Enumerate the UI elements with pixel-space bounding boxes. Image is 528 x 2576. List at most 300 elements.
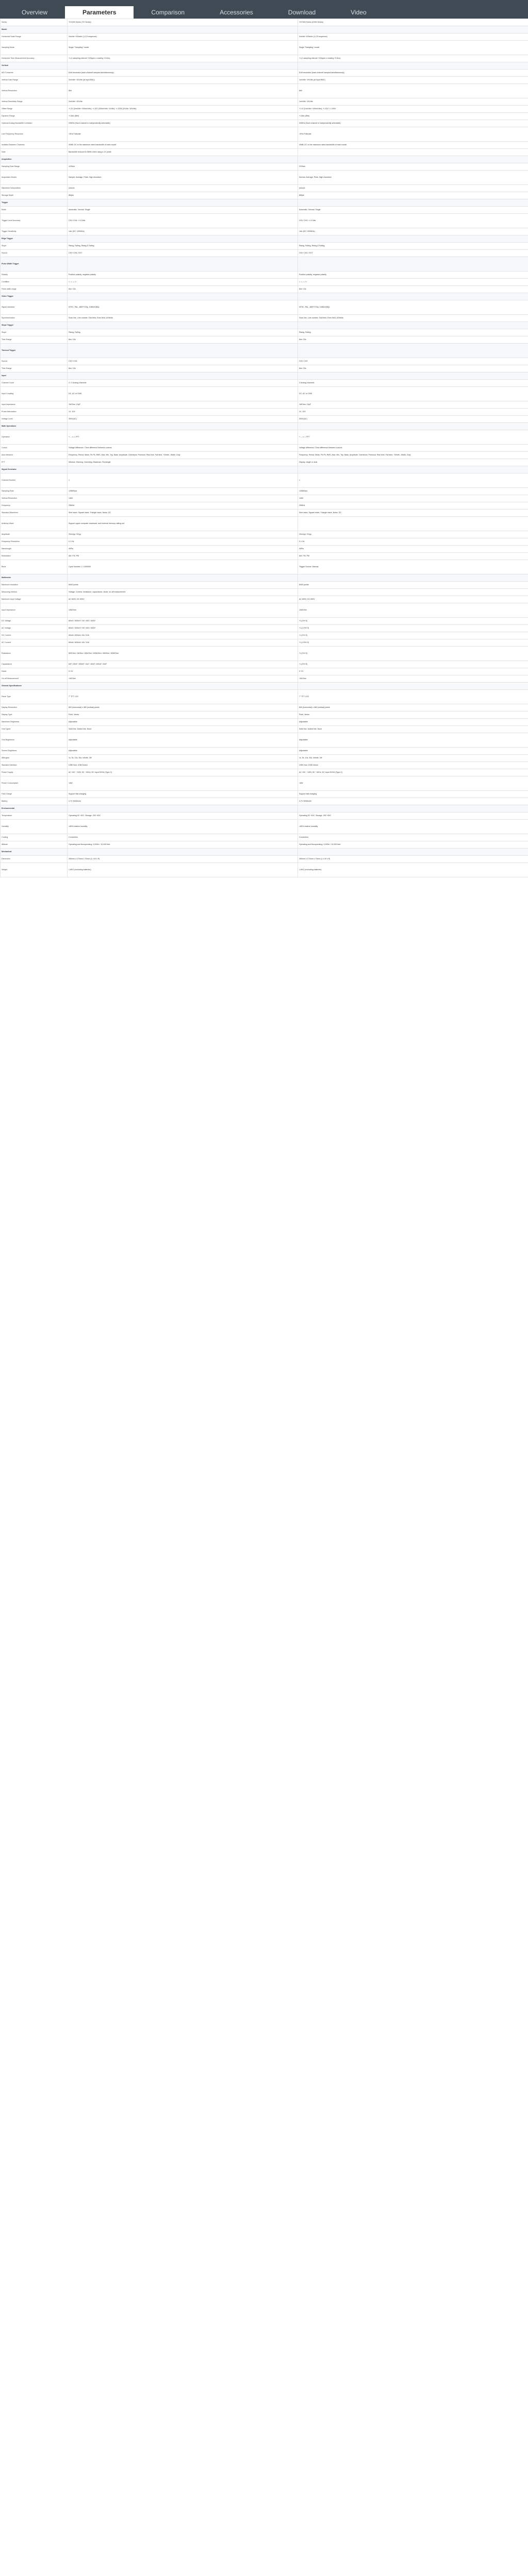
- table-row: [1, 329, 528, 336]
- param-value-cell: 125MSa/s: [68, 488, 298, 495]
- param-label-cell: Signal standard: [1, 300, 68, 315]
- param-label-cell: Capacitance: [1, 661, 68, 668]
- param-value-cell: DC, AC or GND: [68, 387, 298, 401]
- table-row: [1, 618, 528, 625]
- param-value-cell: +/-(1%+3): [298, 647, 528, 661]
- table-row: [1, 466, 528, 473]
- param-value-cell: Point, Vector: [298, 711, 528, 719]
- param-label-cell: Cursor: [1, 445, 68, 452]
- param-value-cell: [298, 683, 528, 690]
- param-value-cell: +/-(1%+3): [298, 632, 528, 639]
- param-label-cell: Vertical: [1, 62, 68, 70]
- param-value-cell: Rising, Falling, Rising & Falling: [68, 243, 298, 250]
- param-value-cell: 1X, 10X: [68, 409, 298, 416]
- table-row: [1, 755, 528, 762]
- table-row: [1, 423, 528, 430]
- param-label-cell: Horizontal Scale Range: [1, 33, 68, 41]
- param-value-cell: 7" TFT LCD: [68, 690, 298, 704]
- param-value-cell: 1.6KG (excluding batteries): [298, 863, 528, 877]
- table-row: [1, 841, 528, 849]
- table-row: [1, 726, 528, 733]
- param-label-cell: Grid Brightness: [1, 733, 68, 748]
- table-row: [1, 704, 528, 711]
- table-row: [1, 452, 528, 459]
- param-value-cell: 125MSa/s: [298, 488, 528, 495]
- table-row: [1, 647, 528, 661]
- param-value-cell: 60mA / 600mA / 6A / 10A: [68, 632, 298, 639]
- table-row: [1, 365, 528, 372]
- param-value-cell: 14bit: [68, 495, 298, 502]
- param-value-cell: Operating 0C~40C; Storage -20C~60C: [298, 812, 528, 820]
- param-value-cell: 8ns~10s: [298, 336, 528, 344]
- param-label-cell: Storage Depth: [1, 192, 68, 199]
- param-value-cell: [298, 257, 528, 272]
- param-value-cell: 300V(AC): [68, 416, 298, 423]
- param-label-cell: DC Voltage: [1, 618, 68, 625]
- param-value-cell: 4kPts: [68, 546, 298, 553]
- param-value-cell: Support upper computer download, and external memory calling out: [68, 517, 298, 531]
- param-value-cell: 1s, 5s, 10s, 30s, Infinite, Off: [298, 755, 528, 762]
- param-label-cell: Arbitrary Wave: [1, 517, 68, 531]
- param-value-cell: Adjustable: [68, 719, 298, 726]
- param-label-cell: Vertical Gain Range: [1, 77, 68, 84]
- table-row: [1, 279, 528, 286]
- param-value-cell: USB Host, USB Device: [298, 762, 528, 769]
- param-value-cell: 0~2V: [298, 668, 528, 675]
- table-row: [1, 409, 528, 416]
- param-label-cell: Acquisition: [1, 156, 68, 163]
- param-label-cell: Acquisition Modes: [1, 171, 68, 185]
- param-value-cell: Positive polarity, negative polarity: [68, 272, 298, 279]
- param-value-cell: [68, 235, 298, 243]
- param-label-cell: Input Impedance: [1, 603, 68, 618]
- param-value-cell: 1div (DC~100MHz): [68, 228, 298, 235]
- param-label-cell: Resistance: [1, 647, 68, 661]
- param-value-cell: [298, 589, 528, 596]
- tab-download[interactable]: Download: [288, 8, 316, 16]
- param-label-cell: Trigger: [1, 199, 68, 207]
- table-row: [1, 322, 528, 329]
- param-value-cell: AM, FM, PM: [298, 553, 528, 560]
- param-value-cell: 600Ohm / 6kOhm / 60kOhm / 600kOhm / 6MOhm / 60MOhm: [68, 647, 298, 661]
- param-value-cell: [298, 293, 528, 300]
- param-label-cell: Environmental: [1, 805, 68, 812]
- param-value-cell: [298, 26, 528, 33]
- param-value-cell: 8Mpts: [298, 192, 528, 199]
- param-value-cell: [68, 805, 298, 812]
- param-label-cell: Wavelength: [1, 546, 68, 553]
- param-value-cell: 1s, 5s, 10s, 30s, Infinite, Off: [68, 755, 298, 762]
- param-label-cell: Display Type: [1, 711, 68, 719]
- table-row: [1, 762, 528, 769]
- param-value-cell: 2mV/div~10V/div: [68, 98, 298, 106]
- param-value-cell: 8ns~10s: [68, 286, 298, 293]
- param-value-cell: Adjustable: [298, 733, 528, 748]
- param-value-cell: 2ns/div~100s/div (1,2,5 sequence): [298, 33, 528, 41]
- param-label-cell: Synchronization: [1, 315, 68, 322]
- param-value-cell: AC 600V, DC 600V: [68, 596, 298, 603]
- param-label-cell: Frequency: [1, 502, 68, 510]
- table-row: [1, 315, 528, 322]
- param-value-cell: Positive polarity, negative polarity: [298, 272, 528, 279]
- table-row: [1, 589, 528, 596]
- param-value-cell: 2GSa/s: [298, 163, 528, 171]
- param-value-cell: 20MHz (Each channel is independently selectable): [298, 120, 528, 127]
- param-value-cell: 20mVpp~5Vpp: [68, 531, 298, 538]
- tab-video[interactable]: Video: [351, 8, 367, 16]
- param-label-cell: Sampling Rate: [1, 488, 68, 495]
- param-label-cell: Edge Trigger: [1, 235, 68, 243]
- table-row: [1, 127, 528, 142]
- table-row: [1, 192, 528, 199]
- param-label-cell: Slope Trigger: [1, 322, 68, 329]
- param-label-cell: Waveform Brightness: [1, 719, 68, 726]
- param-value-cell: NTSC, PAL, 480P/720p, 1080i/1080p: [68, 300, 298, 315]
- param-label-cell: Mechanical: [1, 849, 68, 856]
- param-value-cell: 8-bit resolution (each channel sampled simultaneously): [68, 70, 298, 77]
- param-value-cell: 10MOhm: [68, 603, 298, 618]
- table-row: [1, 41, 528, 55]
- param-label-cell: Fast Charge: [1, 791, 68, 798]
- param-value-cell: [298, 344, 528, 358]
- table-row: [1, 199, 528, 207]
- param-label-cell: On-off Measurement: [1, 675, 68, 683]
- param-value-cell: Bandwidth reduced to 6MHz when using a 1X probe: [68, 149, 298, 156]
- table-row: [1, 769, 528, 776]
- table-row: [1, 98, 528, 106]
- param-label-cell: Model: [1, 26, 68, 33]
- table-row: [1, 26, 528, 33]
- tab-accessories[interactable]: Accessories: [220, 8, 253, 16]
- param-value-cell: 1MOhm, 15pF: [298, 401, 528, 409]
- param-value-cell: +, -, x, /, FFT: [298, 430, 528, 445]
- table-row: [1, 812, 528, 820]
- table-row: [1, 70, 528, 77]
- param-value-cell: [298, 62, 528, 70]
- param-label-cell: A/D Converter: [1, 70, 68, 77]
- param-value-cell: 25MHz: [298, 502, 528, 510]
- table-row: [1, 62, 528, 70]
- table-row: [1, 33, 528, 41]
- param-label-cell: Standard Interface: [1, 762, 68, 769]
- table-row: [1, 546, 528, 553]
- param-value-cell: [68, 466, 298, 473]
- param-label-cell: Weight: [1, 863, 68, 877]
- param-label-cell: Panel Type: [1, 690, 68, 704]
- table-row: [1, 55, 528, 62]
- param-value-cell: +/-5div (8bit): [68, 113, 298, 120]
- param-label-cell: Pulse width range: [1, 286, 68, 293]
- param-value-cell: <50Ohm: [298, 675, 528, 683]
- param-label-cell: AC Voltage: [1, 625, 68, 632]
- param-label-cell: DC Current: [1, 632, 68, 639]
- param-value-cell: [298, 466, 528, 473]
- param-label-cell: FFT: [1, 459, 68, 466]
- table-row: [1, 401, 528, 409]
- param-value-cell: [68, 574, 298, 582]
- table-row: [1, 488, 528, 495]
- param-value-cell: <85% relative humidity: [68, 820, 298, 834]
- table-row: [1, 553, 528, 560]
- table-row: [1, 690, 528, 704]
- param-label-cell: Cooling: [1, 834, 68, 841]
- table-row: [1, 661, 528, 668]
- table-row: [1, 235, 528, 243]
- param-value-cell: Single "Sampling" model: [68, 41, 298, 55]
- table-row: [1, 430, 528, 445]
- table-row: [1, 149, 528, 156]
- param-value-cell: Convection: [68, 834, 298, 841]
- param-value-cell: Automatic, Normal, Single: [298, 207, 528, 214]
- param-label-cell: Measuring method: [1, 589, 68, 596]
- param-value-cell: Solid line, Dotted line, None: [298, 726, 528, 733]
- param-value-cell: [68, 322, 298, 329]
- param-value-cell: [68, 257, 298, 272]
- param-label-cell: Timeout Trigger: [1, 344, 68, 358]
- param-label-cell: Trigger Sensitivity: [1, 228, 68, 235]
- param-value-cell: Point, Vector: [68, 711, 298, 719]
- param-label-cell: Battery: [1, 798, 68, 805]
- param-value-cell: +/-5div (8bit): [298, 113, 528, 120]
- table-row: [1, 776, 528, 791]
- param-value-cell: Rising, Falling, Rising & Falling: [298, 243, 528, 250]
- param-value-cell: Normal, Average, Peak, High resolution: [298, 171, 528, 185]
- table-row: [1, 77, 528, 84]
- tab-overview[interactable]: Overview: [22, 8, 48, 16]
- param-label-cell: Horizontal Time Measurement Accuracy: [1, 55, 68, 62]
- table-row: [1, 113, 528, 120]
- param-value-cell: [68, 683, 298, 690]
- param-value-cell: Operating and Nonoperating: 3,000m / 10,000 feet: [68, 841, 298, 849]
- param-label-cell: Sampling Mode: [1, 41, 68, 55]
- param-value-cell: CH1~CH2 / EXT: [298, 250, 528, 257]
- table-row: [1, 272, 528, 279]
- param-label-cell: Multimeter: [1, 574, 68, 582]
- param-value-cell: 300V(AC): [298, 416, 528, 423]
- table-row: [1, 106, 528, 113]
- param-value-cell: Support fast charging: [68, 791, 298, 798]
- param-label-cell: Video Trigger: [1, 293, 68, 300]
- table-row: [1, 639, 528, 647]
- param-value-cell: 260mm x 170mm x 70mm (L x W x H): [298, 856, 528, 863]
- param-value-cell: CH1~CH4 / EXT: [68, 250, 298, 257]
- param-label-cell: Pulse Width Trigger: [1, 257, 68, 272]
- param-label-cell: Maximum resolution: [1, 582, 68, 589]
- param-value-cell: Window: Hanning, Hamming, Blackman, Rectangle: [68, 459, 298, 466]
- param-value-cell: >, <, =, !=: [298, 279, 528, 286]
- param-value-cell: Scan line, Line number, Odd field, Even field, All fields: [68, 315, 298, 322]
- param-value-cell: 4kPts: [298, 546, 528, 553]
- param-value-cell: NTSC, PAL, 480P/720p, 1080i/1080p: [298, 300, 528, 315]
- param-label-cell: Burst: [1, 560, 68, 574]
- param-value-cell: [298, 423, 528, 430]
- param-value-cell: +/-(1%+3): [298, 618, 528, 625]
- param-label-cell: Math Operations: [1, 423, 68, 430]
- param-value-cell: Voltage difference / Time difference between cursors: [298, 445, 528, 452]
- param-value-cell: 3.7V 3000mAh: [298, 798, 528, 805]
- table-row: [1, 495, 528, 502]
- param-value-cell: 8ns~10s: [298, 365, 528, 372]
- param-value-cell: 0.1 Hz: [68, 538, 298, 546]
- param-label-cell: Channel Number: [1, 473, 68, 488]
- param-value-cell: +/-1V (1mV/div~100mV/div); +/-10V; +/-100V: [298, 106, 528, 113]
- param-value-cell: [298, 149, 528, 156]
- param-value-cell: Single "Sampling" model: [298, 41, 528, 55]
- table-row: [1, 560, 528, 574]
- param-value-cell: +/-(1 sampling interval +100ppm x reading +0.6ns): [298, 55, 528, 62]
- param-label-cell: Afterglow: [1, 755, 68, 762]
- table-row: [1, 625, 528, 632]
- table-row: [1, 416, 528, 423]
- param-value-cell: 0.1 Hz: [298, 538, 528, 546]
- param-value-cell: [298, 849, 528, 856]
- table-row: [1, 228, 528, 235]
- table-row: [1, 257, 528, 272]
- param-value-cell: Display: single or dual: [298, 459, 528, 466]
- table-row: [1, 250, 528, 257]
- parameters-table: [0, 19, 528, 877]
- param-value-cell: 1div (DC~200MHz): [298, 228, 528, 235]
- param-value-cell: TO1000 Series (TO Series): [68, 19, 298, 26]
- param-label-cell: Probe Attenuation: [1, 409, 68, 416]
- param-value-cell: Sine wave, Square wave, Triangle wave, Noise, DC: [68, 510, 298, 517]
- param-value-cell: +/-(1.2%+3): [298, 625, 528, 632]
- param-value-cell: Operating 0C~40C; Storage -20C~60C: [68, 812, 298, 820]
- table-row: [1, 163, 528, 171]
- param-label-cell: Temperature: [1, 812, 68, 820]
- param-label-cell: Frequency Resolution: [1, 538, 68, 546]
- table-row: [1, 863, 528, 877]
- param-value-cell: 1: [298, 473, 528, 488]
- table-row: [1, 243, 528, 250]
- param-label-cell: Power Supply: [1, 769, 68, 776]
- param-value-cell: Sine wave, Square wave, Triangle wave, Noise, DC: [298, 510, 528, 517]
- spec-sheet: [0, 19, 528, 2576]
- param-value-cell: 2 Analog channels: [298, 380, 528, 387]
- param-label-cell: Slope: [1, 243, 68, 250]
- param-value-cell: CH1~CH2: +/-0.3div: [298, 214, 528, 228]
- param-value-cell: Sample, Average, Peak, High resolution: [68, 171, 298, 185]
- param-value-cell: 1MOhm, 15pF: [68, 401, 298, 409]
- param-value-cell: [298, 372, 528, 380]
- table-row: [1, 84, 528, 98]
- table-row: [1, 214, 528, 228]
- table-row: [1, 286, 528, 293]
- param-value-cell: 20MHz (Each channel is independently selectable): [68, 120, 298, 127]
- param-label-cell: Humidity: [1, 820, 68, 834]
- tab-parameters[interactable]: Parameters: [65, 6, 134, 19]
- param-value-cell: Adjustable: [298, 719, 528, 726]
- param-value-cell: 6000 points: [68, 582, 298, 589]
- param-label-cell: Grid Types: [1, 726, 68, 733]
- table-row: [1, 711, 528, 719]
- table-row: [1, 445, 528, 452]
- table-row: [1, 207, 528, 214]
- param-value-cell: +/-(2%+5): [298, 661, 528, 668]
- param-label-cell: Vertical Resolution: [1, 84, 68, 98]
- param-value-cell: Adjustable: [298, 748, 528, 755]
- table-row: [1, 502, 528, 510]
- param-label-cell: Isolation Between Channels: [1, 142, 68, 149]
- param-label-cell: Waveform Interpolation: [1, 185, 68, 192]
- param-value-cell: 1mV/div~10V/div (at input BNC): [298, 77, 528, 84]
- param-value-cell: 8bit: [298, 84, 528, 98]
- param-value-cell: [68, 62, 298, 70]
- param-value-cell: 7" TFT LCD: [298, 690, 528, 704]
- param-value-cell: +, -, x, /, FFT: [68, 430, 298, 445]
- table-row: [1, 733, 528, 748]
- top-nav-bar: [0, 0, 528, 19]
- table-row: [1, 473, 528, 488]
- param-value-cell: [68, 849, 298, 856]
- param-value-cell: Voltage difference / Time difference between cursors: [68, 445, 298, 452]
- table-row: [1, 185, 528, 192]
- param-value-cell: Adjustable: [68, 733, 298, 748]
- param-value-cell: 40dB: DC to the maximum rated bandwidth of each model: [68, 142, 298, 149]
- param-value-cell: CH1~CH4: +/-0.3div: [68, 214, 298, 228]
- table-row: [1, 300, 528, 315]
- param-label-cell: Input: [1, 372, 68, 380]
- param-value-cell: Rising, Falling: [68, 329, 298, 336]
- param-value-cell: <8W: [298, 776, 528, 791]
- table-row: [1, 805, 528, 812]
- param-label-cell: Time Range: [1, 336, 68, 344]
- table-row: [1, 358, 528, 365]
- param-value-cell: Frequency, Period, Mean, Pk-Pk, RMS, Max, Min, Top, Base, Amplitude, Overshoot, Preshoot, Rise time, Fall time, +Width, -Width, Duty: [68, 452, 298, 459]
- param-label-cell: Source: [1, 358, 68, 365]
- param-value-cell: 8Mpts: [68, 192, 298, 199]
- param-value-cell: AC 100 ~ 240V, 50 ~ 60Hz; DC input 5V/2A (Type-C): [68, 769, 298, 776]
- param-value-cell: 6nF / 60nF / 600nF / 6uF / 60uF / 600uF / 6mF: [68, 661, 298, 668]
- param-value-cell: Automatic, Normal, Single: [68, 207, 298, 214]
- param-label-cell: Slope: [1, 329, 68, 336]
- tab-comparison[interactable]: Comparison: [151, 8, 185, 16]
- param-label-cell: Polarity: [1, 272, 68, 279]
- table-row: [1, 596, 528, 603]
- param-value-cell: 60mA / 600mA / 6A / 10A: [68, 639, 298, 647]
- param-value-cell: 14bit: [298, 495, 528, 502]
- param-label-cell: Operation: [1, 430, 68, 445]
- table-row: [1, 798, 528, 805]
- table-row: [1, 120, 528, 127]
- param-value-cell: AC 100 ~ 240V, 50 ~ 60Hz; DC input 5V/2A (Type-C): [298, 769, 528, 776]
- param-value-cell: Trigger Source: Manual: [298, 560, 528, 574]
- param-value-cell: Voltage, Current, resistance, capacitance, diode, on-off measurement: [68, 589, 298, 596]
- param-value-cell: 8bit: [68, 84, 298, 98]
- param-value-cell: 10MOhm: [298, 603, 528, 618]
- param-value-cell: <50Ohm: [68, 675, 298, 683]
- param-value-cell: AM, FM, PM: [68, 553, 298, 560]
- table-row: [1, 748, 528, 755]
- param-label-cell: Dynamic Range: [1, 113, 68, 120]
- param-label-cell: Signal Generator: [1, 466, 68, 473]
- param-value-cell: Operating and Nonoperating: 3,000m / 10,000 feet: [298, 841, 528, 849]
- param-value-cell: [298, 156, 528, 163]
- param-label-cell: Series: [1, 19, 68, 26]
- table-row: [1, 517, 528, 531]
- param-label-cell: Channel Count: [1, 380, 68, 387]
- param-value-cell: [298, 199, 528, 207]
- param-value-cell: Convection: [298, 834, 528, 841]
- param-value-cell: Rising, Falling: [298, 329, 528, 336]
- param-value-cell: Frequency, Period, Mean, Pk-Pk, RMS, Max, Min, Top, Base, Amplitude, Overshoot, Preshoot, Rise time, Fall time, +Width, -Width, Duty: [298, 452, 528, 459]
- param-value-cell: [298, 574, 528, 582]
- table-row: [1, 372, 528, 380]
- param-value-cell: USB Host, USB Device: [68, 762, 298, 769]
- param-label-cell: Auto Measure: [1, 452, 68, 459]
- param-value-cell: [298, 517, 528, 531]
- table-row: [1, 336, 528, 344]
